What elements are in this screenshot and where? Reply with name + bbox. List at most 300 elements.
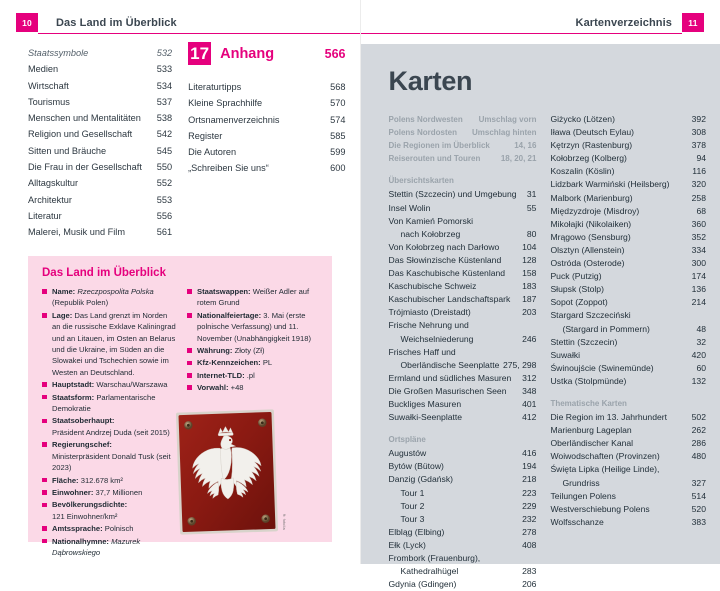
map-entry[interactable] xyxy=(389,513,537,526)
map-entry[interactable] xyxy=(389,411,537,424)
left-head-title: Das Land im Überblick xyxy=(56,17,177,29)
map-entry-page: 158 xyxy=(522,267,536,280)
map-entry-page: 60 xyxy=(696,362,706,375)
map-entry-page: Umschlag hinten xyxy=(472,126,536,139)
map-entry-page: 416 xyxy=(522,447,536,460)
toc-entry-page: 534 xyxy=(157,78,172,94)
right-head-rule xyxy=(361,33,683,34)
map-entry[interactable] xyxy=(389,460,537,473)
fact-value: 3. Mai (erste polnische Verfassung) und 11. November (Unabhängigkeit 1918) xyxy=(197,311,311,343)
fact-item xyxy=(42,536,177,559)
map-entry-page: 283 xyxy=(522,565,536,578)
fact-label: Währung: xyxy=(197,346,232,355)
map-entry-title: Danzig (Gdańsk) xyxy=(389,473,523,486)
map-entry[interactable] xyxy=(389,306,537,319)
map-entry[interactable] xyxy=(389,473,537,486)
fact-item xyxy=(187,382,322,393)
toc-entry[interactable] xyxy=(28,78,172,94)
map-entry-page: 502 xyxy=(692,411,706,424)
map-entry[interactable] xyxy=(550,139,706,152)
map-entry-title: Malbork (Marienburg) xyxy=(550,192,691,205)
map-entry[interactable] xyxy=(550,113,706,126)
map-entry-title: Kaschubischer Landschaftspark xyxy=(389,293,523,306)
map-entry[interactable] xyxy=(550,362,706,375)
map-entry-page: 206 xyxy=(522,578,536,591)
fact-extra: Präsident Andrzej Duda (seit 2015) xyxy=(52,427,177,438)
map-entry-page: 308 xyxy=(692,126,706,139)
toc-columns xyxy=(28,45,346,241)
map-entry[interactable] xyxy=(389,152,537,165)
left-folio: 10 xyxy=(16,13,38,32)
map-entry-page: 174 xyxy=(692,270,706,283)
map-entry-title: Świnoujście (Swinemünde) xyxy=(550,362,696,375)
map-entry[interactable] xyxy=(389,267,537,280)
fact-label: Hauptstadt: xyxy=(52,380,94,389)
map-entry[interactable] xyxy=(389,202,537,215)
right-folio: 11 xyxy=(682,13,704,32)
left-head-rule xyxy=(38,33,360,34)
map-entry-page: 55 xyxy=(527,202,537,215)
map-entry[interactable] xyxy=(389,552,537,565)
map-entry[interactable] xyxy=(550,437,706,450)
toc-entry-title: Wirtschaft xyxy=(28,78,157,94)
toc-entry[interactable] xyxy=(188,160,345,176)
fact-item xyxy=(187,357,322,368)
map-entry-page: 116 xyxy=(692,165,706,178)
map-entry[interactable] xyxy=(550,126,706,139)
map-entry-title: Kaschubische Schweiz xyxy=(389,280,523,293)
toc-entry-title: Menschen und Mentalitäten xyxy=(28,110,157,126)
map-entry-title: Marienburg Lageplan xyxy=(550,424,691,437)
map-entry-title: Woiwodschaften (Provinzen) xyxy=(550,450,691,463)
map-entry[interactable] xyxy=(389,385,537,398)
map-entry-title: Westverschiebung Polens xyxy=(550,503,691,516)
toc-entry-page: 570 xyxy=(330,95,345,111)
map-entry-title: Das Kaschubische Küstenland xyxy=(389,267,523,280)
map-entry[interactable] xyxy=(389,487,537,500)
left-running-head xyxy=(16,13,177,32)
map-entry-page: 286 xyxy=(692,437,706,450)
map-entry-title: Reiserouten und Touren xyxy=(389,152,501,165)
toc-entry-title: Die Autoren xyxy=(188,144,330,160)
map-entry[interactable] xyxy=(389,241,537,254)
map-entry[interactable] xyxy=(550,323,706,336)
fact-item xyxy=(187,345,322,356)
map-entry[interactable] xyxy=(550,375,706,388)
map-entry-page: 232 xyxy=(522,513,536,526)
fact-value: Polnisch xyxy=(105,524,134,533)
map-entry-title: Teilungen Polens xyxy=(550,490,691,503)
infobox-column-left xyxy=(42,286,177,559)
map-entry-title: Mikołajki (Nikolaiken) xyxy=(550,218,691,231)
maps-index-panel xyxy=(361,44,720,564)
map-entry[interactable] xyxy=(550,283,706,296)
map-entry-page: 203 xyxy=(522,306,536,319)
map-entry[interactable] xyxy=(389,346,537,359)
maps-section-label: Ortspläne xyxy=(389,433,537,446)
toc-entry[interactable] xyxy=(188,128,345,144)
map-entry[interactable] xyxy=(550,503,706,516)
map-entry-page: 278 xyxy=(522,526,536,539)
toc-entry-title: Ortsnamenverzeichnis xyxy=(188,112,330,128)
map-entry-title: Wolfsschanze xyxy=(550,516,691,529)
map-entry-title: Tour 1 xyxy=(389,487,523,500)
toc-entry[interactable] xyxy=(28,208,172,224)
fact-item xyxy=(42,487,177,498)
toc-entry-title: Tourismus xyxy=(28,94,157,110)
map-entry[interactable] xyxy=(389,113,537,126)
map-entry-title: Oberländischer Kanal xyxy=(550,437,691,450)
map-entry[interactable] xyxy=(550,244,706,257)
map-entry[interactable] xyxy=(389,319,537,332)
map-entry[interactable] xyxy=(389,254,537,267)
maps-index-columns xyxy=(389,113,707,591)
toc-entry-page: 537 xyxy=(157,94,172,110)
fact-label: Lage: xyxy=(52,311,72,320)
map-entry-title: Iława (Deutsch Eylau) xyxy=(550,126,691,139)
map-entry[interactable] xyxy=(389,188,537,201)
coat-of-arms-photo xyxy=(175,408,279,536)
chapter-heading[interactable] xyxy=(188,42,345,65)
fact-item xyxy=(187,370,322,381)
fact-item xyxy=(42,439,177,473)
map-entry-page: 312 xyxy=(522,372,536,385)
map-entry[interactable] xyxy=(389,126,537,139)
map-entry-page: 194 xyxy=(522,460,536,473)
toc-entry-page: 538 xyxy=(157,110,172,126)
chapter-title: Anhang xyxy=(220,46,325,62)
fact-label: Kfz-Kennzeichen: xyxy=(197,358,261,367)
map-entry[interactable] xyxy=(389,293,537,306)
map-entry[interactable] xyxy=(389,398,537,411)
map-entry[interactable] xyxy=(389,139,537,152)
fact-value: Warschau/Warszawa xyxy=(96,380,167,389)
map-entry-title: Polens Nordwesten xyxy=(389,113,479,126)
map-entry-page: 183 xyxy=(522,280,536,293)
toc-entry-title: Kleine Sprachhilfe xyxy=(188,95,330,111)
map-entry-page: 187 xyxy=(522,293,536,306)
toc-entry-page: 552 xyxy=(157,175,172,191)
toc-entry[interactable] xyxy=(28,110,172,126)
fact-item xyxy=(42,523,177,534)
map-entry-page: 258 xyxy=(692,192,706,205)
map-entry[interactable] xyxy=(550,152,706,165)
map-entry-title: Trójmiasto (Dreistadt) xyxy=(389,306,523,319)
map-entry-page: 327 xyxy=(692,477,706,490)
chapter-number: 17 xyxy=(188,42,211,65)
fact-label: Vorwahl: xyxy=(197,383,229,392)
fact-value: 37,7 Millionen xyxy=(95,488,142,497)
map-entry-title: Frisches Haff und xyxy=(389,346,537,359)
fact-extra: (Republik Polen) xyxy=(52,297,177,308)
map-entry-page: 128 xyxy=(522,254,536,267)
toc-entry[interactable] xyxy=(188,144,345,160)
map-entry-page: 408 xyxy=(522,539,536,552)
map-entry-page: 48 xyxy=(696,323,706,336)
toc-entry-title: Literatur xyxy=(28,208,157,224)
map-entry-title: Frische Nehrung und xyxy=(389,319,537,332)
map-entry[interactable] xyxy=(389,359,537,372)
fact-label: Amtssprache: xyxy=(52,524,103,533)
map-entry[interactable] xyxy=(550,192,706,205)
fact-item xyxy=(42,310,177,378)
toc-entry-title: Register xyxy=(188,128,330,144)
fact-label: Internet-TLD: xyxy=(197,371,245,380)
map-entry-title: Tour 2 xyxy=(389,500,523,513)
fact-value: 312.678 km² xyxy=(81,476,123,485)
map-entry-page: 31 xyxy=(527,188,537,201)
map-entry-page: 229 xyxy=(522,500,536,513)
map-entry-page: 383 xyxy=(692,516,706,529)
toc-entry[interactable] xyxy=(28,45,172,61)
left-page xyxy=(0,0,360,564)
map-entry-title: Die Großen Masurischen Seen xyxy=(389,385,523,398)
map-entry-title: nach Kołobrzeg xyxy=(389,228,527,241)
map-entry[interactable] xyxy=(389,500,537,513)
map-entry-page: 320 xyxy=(692,178,706,191)
map-entry-page: 420 xyxy=(692,349,706,362)
toc-entry-page: 600 xyxy=(330,160,345,176)
map-entry-title: Die Regionen im Überblick xyxy=(389,139,515,152)
fact-item xyxy=(42,499,177,522)
map-entry[interactable] xyxy=(389,539,537,552)
map-entry[interactable] xyxy=(550,309,706,322)
map-entry-page: 80 xyxy=(527,228,537,241)
toc-entry-page: 533 xyxy=(157,61,172,77)
map-entry[interactable] xyxy=(550,411,706,424)
map-entry-title: Giżycko (Lötzen) xyxy=(550,113,691,126)
map-entry-page: 214 xyxy=(692,296,706,309)
map-entry-title: Tour 3 xyxy=(389,513,523,526)
map-entry-title: Ustka (Stolpmünde) xyxy=(550,375,691,388)
map-entry-title: Elbląg (Elbing) xyxy=(389,526,523,539)
map-entry-page: 514 xyxy=(692,490,706,503)
map-entry-page: 378 xyxy=(692,139,706,152)
map-entry[interactable] xyxy=(389,526,537,539)
map-entry-page: 68 xyxy=(696,205,706,218)
map-entry-title: (Stargard in Pommern) xyxy=(550,323,696,336)
toc-entry-title: Malerei, Musik und Film xyxy=(28,224,157,240)
map-entry-page: 352 xyxy=(692,231,706,244)
map-entry[interactable] xyxy=(550,165,706,178)
map-entry[interactable] xyxy=(389,565,537,578)
map-entry[interactable] xyxy=(389,280,537,293)
map-entry[interactable] xyxy=(550,231,706,244)
map-entry-title: Stargard Szczeciński xyxy=(550,309,706,322)
toc-entry[interactable] xyxy=(28,94,172,110)
map-entry-title: Frombork (Frauenburg), xyxy=(389,552,537,565)
map-entry[interactable] xyxy=(550,516,706,529)
map-entry[interactable] xyxy=(550,178,706,191)
map-entry[interactable] xyxy=(550,463,706,476)
infobox-title: Das Land im Überblick xyxy=(42,267,332,279)
map-entry-page: 275, 298 xyxy=(503,359,536,372)
toc-entry[interactable] xyxy=(188,112,345,128)
map-entry-page: 32 xyxy=(696,336,706,349)
toc-entry-title: Die Frau in der Gesellschaft xyxy=(28,159,157,175)
map-entry-page: 300 xyxy=(692,257,706,270)
map-entry[interactable] xyxy=(550,336,706,349)
map-entry-title: Gdynia (Gdingen) xyxy=(389,578,523,591)
right-head-title: Kartenverzeichnis xyxy=(576,17,672,29)
fact-label: Nationalhymne: xyxy=(52,537,109,546)
toc-entry-page: 568 xyxy=(330,79,345,95)
map-entry-page: 401 xyxy=(522,398,536,411)
toc-entry[interactable] xyxy=(188,95,345,111)
map-entry-title: Kołobrzeg (Kolberg) xyxy=(550,152,696,165)
country-facts-box xyxy=(28,256,332,542)
map-entry-title: Puck (Putzig) xyxy=(550,270,691,283)
map-entry-title: Insel Wolin xyxy=(389,202,527,215)
map-entry-title: Von Kołobrzeg nach Darłowo xyxy=(389,241,523,254)
map-entry-page: 223 xyxy=(522,487,536,500)
fact-item xyxy=(42,392,177,415)
maps-column-1 xyxy=(389,113,537,591)
map-entry[interactable] xyxy=(389,228,537,241)
toc-entry-page: 599 xyxy=(330,144,345,160)
fact-item xyxy=(187,286,322,309)
toc-entry-page: 553 xyxy=(157,192,172,208)
map-entry-title: Stettin (Szczecin) und Umgebung xyxy=(389,188,527,201)
map-entry[interactable] xyxy=(550,490,706,503)
toc-entry-page: 532 xyxy=(157,45,172,61)
map-entry-title: Słupsk (Stolp) xyxy=(550,283,691,296)
toc-entry[interactable] xyxy=(28,143,172,159)
toc-entry-page: 550 xyxy=(157,159,172,175)
fact-label: Nationalfeiertage: xyxy=(197,311,261,320)
fact-item xyxy=(187,310,322,344)
map-entry[interactable] xyxy=(550,218,706,231)
maps-section-label: Übersichtskarten xyxy=(389,174,537,187)
map-entry-title: Grundriss xyxy=(550,477,691,490)
toc-entry[interactable] xyxy=(28,126,172,142)
map-entry-title: Ostróda (Osterode) xyxy=(550,257,691,270)
toc-entry[interactable] xyxy=(28,159,172,175)
map-entry-page: 18, 20, 21 xyxy=(501,152,537,165)
map-entry-title: Die Region im 13. Jahrhundert xyxy=(550,411,691,424)
map-entry-page: 412 xyxy=(522,411,536,424)
map-entry-page: 348 xyxy=(522,385,536,398)
toc-entry-title: Sitten und Bräuche xyxy=(28,143,157,159)
fact-label: Staatsform: xyxy=(52,393,94,402)
map-entry-title: Buckliges Masuren xyxy=(389,398,523,411)
fact-value: .pl xyxy=(247,371,255,380)
toc-entry-title: Medien xyxy=(28,61,157,77)
map-entry-page: 360 xyxy=(692,218,706,231)
toc-entry-title: Religion und Gesellschaft xyxy=(28,126,157,142)
fact-extra: Ministerpräsident Donald Tusk (seit 2023) xyxy=(52,451,177,474)
map-entry[interactable] xyxy=(550,349,706,362)
map-entry-title: Bytów (Bütow) xyxy=(389,460,523,473)
map-entry[interactable] xyxy=(389,333,537,346)
map-entry-title: Ełk (Lyck) xyxy=(389,539,523,552)
map-entry[interactable] xyxy=(550,477,706,490)
right-running-head xyxy=(576,13,704,32)
fact-label: Regierungschef: xyxy=(52,440,112,449)
fact-value: +48 xyxy=(231,383,244,392)
toc-entry[interactable] xyxy=(28,224,172,240)
map-entry-title: Sopot (Zoppot) xyxy=(550,296,691,309)
toc-entry[interactable] xyxy=(188,79,345,95)
right-page xyxy=(360,0,720,564)
map-entry-title: Weichselniederung xyxy=(389,333,523,346)
toc-entry-page: 561 xyxy=(157,224,172,240)
map-entry-page: 392 xyxy=(692,113,706,126)
map-entry-page: 136 xyxy=(692,283,706,296)
fact-value: Parlamentarische Demokratie xyxy=(52,393,155,413)
map-entry[interactable] xyxy=(389,578,537,591)
chapter-page: 566 xyxy=(325,47,346,61)
toc-entry-title: „Schreiben Sie uns“ xyxy=(188,160,330,176)
maps-index-title: Karten xyxy=(389,66,473,97)
map-entry-title: Das Słowinzische Küstenland xyxy=(389,254,523,267)
fact-label: Fläche: xyxy=(52,476,79,485)
toc-entry-title: Literaturtipps xyxy=(188,79,330,95)
map-entry-title: Międzyzdroje (Misdroy) xyxy=(550,205,696,218)
map-entry-title: Olsztyn (Allenstein) xyxy=(550,244,691,257)
fact-item xyxy=(42,379,177,390)
map-entry[interactable] xyxy=(550,270,706,283)
toc-entry[interactable] xyxy=(28,61,172,77)
fact-label: Name: xyxy=(52,287,75,296)
map-entry[interactable] xyxy=(550,450,706,463)
map-entry-page: 94 xyxy=(696,152,706,165)
toc-entry-page: 545 xyxy=(157,143,172,159)
maps-column-2 xyxy=(550,113,706,591)
map-entry[interactable] xyxy=(550,296,706,309)
map-entry-title: Lidzbark Warmiński (Heilsberg) xyxy=(550,178,691,191)
fact-label: Staatswappen: xyxy=(197,287,251,296)
map-entry-page: 262 xyxy=(692,424,706,437)
map-entry-title: Stettin (Szczecin) xyxy=(550,336,696,349)
map-entry[interactable] xyxy=(389,215,537,228)
fact-extra: 121 Einwohner/km² xyxy=(52,511,177,522)
map-entry-page: 480 xyxy=(692,450,706,463)
toc-entry[interactable] xyxy=(28,192,172,208)
map-entry-page: 132 xyxy=(692,375,706,388)
map-entry-page: Umschlag vorn xyxy=(479,113,537,126)
map-entry-title: Święta Lipka (Heilige Linde), xyxy=(550,463,706,476)
fact-label: Staatsoberhaupt: xyxy=(52,416,114,425)
toc-column-1 xyxy=(28,45,172,241)
map-entry-page: 14, 16 xyxy=(514,139,536,152)
fact-item xyxy=(42,286,177,309)
toc-entry-title: Architektur xyxy=(28,192,157,208)
maps-section-label: Thematische Karten xyxy=(550,397,706,410)
fact-label: Bevölkerungsdichte: xyxy=(52,500,127,509)
photo-credit: ft: fotolia xyxy=(282,514,286,530)
map-entry-title: Mrągowo (Sensburg) xyxy=(550,231,691,244)
map-entry-page: 246 xyxy=(522,333,536,346)
toc-entry-title: Staatssymbole xyxy=(28,45,157,61)
map-entry[interactable] xyxy=(550,257,706,270)
toc-column-2 xyxy=(188,45,345,241)
map-entry-title: Kętrzyn (Rastenburg) xyxy=(550,139,691,152)
toc-entry[interactable] xyxy=(28,175,172,191)
map-entry[interactable] xyxy=(550,205,706,218)
toc-entry-page: 556 xyxy=(157,208,172,224)
fact-value: Das Land grenzt im Norden an die russische Exklave Kaliningrad und an Litauen, im Osten an Belarus und die Ukraine, im Süden an die Slowakei und Tschechien sowie im Westen an Deutschland. xyxy=(52,311,176,377)
map-entry-page: 520 xyxy=(692,503,706,516)
map-entry-title: Oberländische Seenplatte xyxy=(389,359,504,372)
fact-value: Rzeczpospolita Polska xyxy=(77,287,153,296)
map-entry[interactable] xyxy=(550,424,706,437)
map-entry-title: Koszalin (Köslin) xyxy=(550,165,692,178)
map-entry[interactable] xyxy=(389,447,537,460)
map-entry-title: Von Kamień Pomorski xyxy=(389,215,537,228)
fact-value: Mazurek Dąbrowskiego xyxy=(52,537,140,557)
map-entry[interactable] xyxy=(389,372,537,385)
